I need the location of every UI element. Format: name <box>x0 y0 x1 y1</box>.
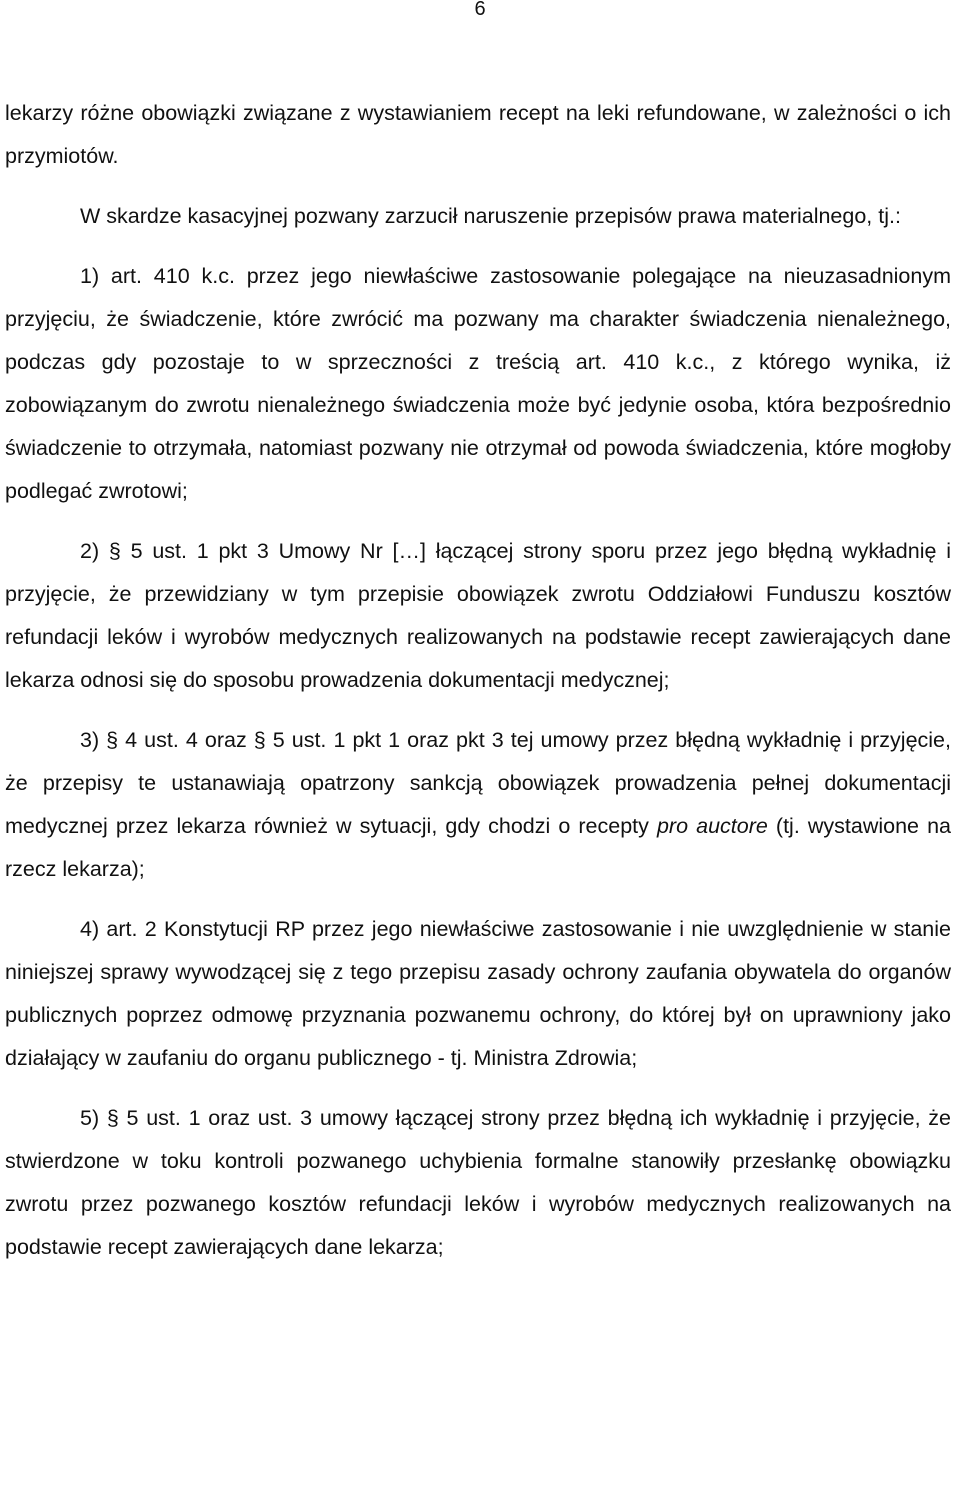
document-body <box>5 92 951 1269</box>
paragraph-point-1: 1) art. 410 k.c. przez jego niewłaściwe zastosowanie polegające na nieuzasadnionym przyjęciu, że świadczenie, które zwrócić ma pozwany ma charakter świadczenia nienależnego, podczas gdy pozostaje to w sprzeczności z treścią art. 410 k.c., z którego wynika, iż zobowiązanym do zwrotu nienależnego świadczenia może być jedynie osoba, która bezpośrednio świadczenie to otrzymała, natomiast pozwany nie otrzymał od powoda świadczenia, które mogłoby podlegać zwrotowi; <box>5 264 951 503</box>
paragraph-continuation: lekarzy różne obowiązki związane z wystawianiem recept na leki refundowane, w zależności o ich przymiotów. <box>5 101 951 168</box>
point-3-text-before: 3) § 4 ust. 4 oraz § 5 ust. 1 pkt 1 oraz pkt 3 tej umowy przez błędną wykładnię i przyjęcie, że przepisy te ustanawiają opatrzony sankcją obowiązek prowadzenia pełnej dokumentacji medycznej przez lekarza również w sytuacji, gdy chodzi o recepty <box>5 728 951 838</box>
page-number: 6 <box>474 0 486 20</box>
paragraph-point-4: 4) art. 2 Konstytucji RP przez jego niewłaściwe zastosowanie i nie uwzględnienie w stanie niniejszej sprawy wywodzącej się z tego przepisu zasady ochrony zaufania obywatela do organów publicznych poprzez odmowę przyznania pozwanemu ochrony, do której był on uprawniony jako działający w zaufaniu do organu publicznego - tj. Ministra Zdrowia; <box>5 917 951 1070</box>
point-3-text-after: (tj. wystawione na rzecz lekarza); <box>5 814 952 881</box>
paragraph-point-3 <box>5 719 951 891</box>
paragraph-point-2: 2) § 5 ust. 1 pkt 3 Umowy Nr […] łączącej strony sporu przez jego błędną wykładnię i przyjęcie, że przewidziany w tym przepisie obowiązek zwrotu Oddziałowi Funduszu kosztów refundacji leków i wyrobów medycznych realizowanych na podstawie recept zawierających dane lekarza odnosi się do sposobu prowadzenia dokumentacji medycznej; <box>5 539 951 692</box>
point-3-italic-term: pro auctore <box>656 814 768 838</box>
paragraph-point-5: 5) § 5 ust. 1 oraz ust. 3 umowy łączącej strony przez błędną ich wykładnię i przyjęcie, że stwierdzone w toku kontroli pozwanego uchybienia formalne stanowiły przesłankę obowiązku zwrotu przez pozwanego kosztów refundacji leków i wyrobów medycznych realizowanych na podstawie recept zawierających dane lekarza; <box>5 1106 951 1259</box>
paragraph-complaint-intro: W skardze kasacyjnej pozwany zarzucił naruszenie przepisów prawa materialnego, tj.: <box>80 204 901 228</box>
